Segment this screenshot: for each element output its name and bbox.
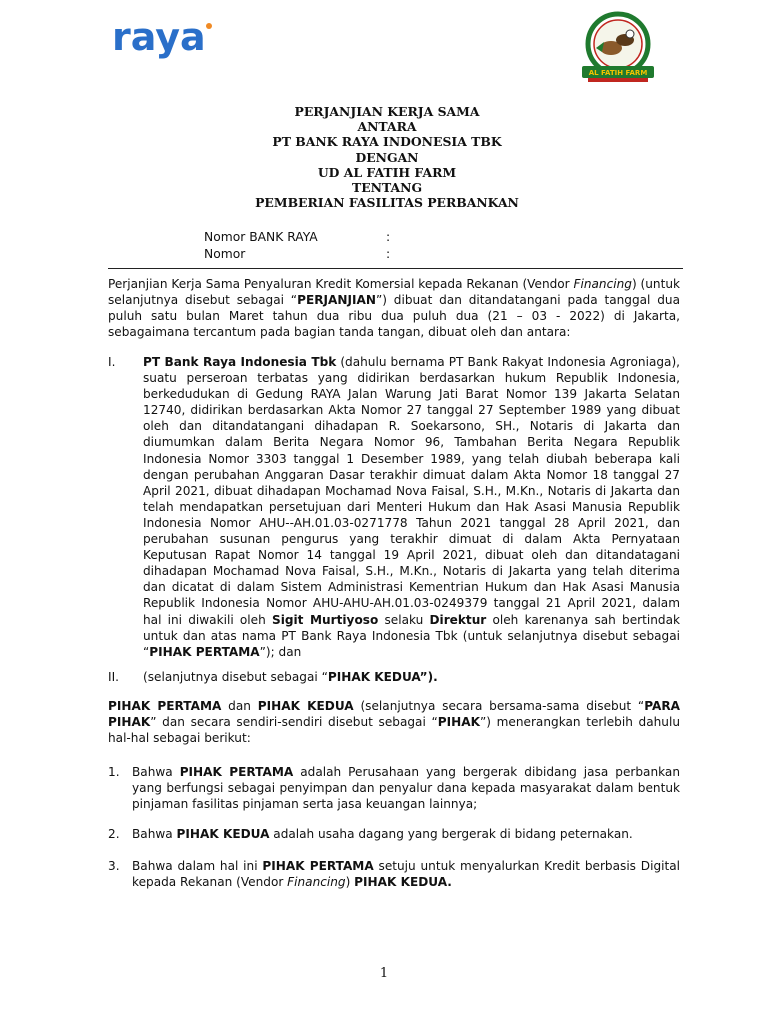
- text-run: ”) dibuat dan ditandatangani pada tanggal dua puluh satu bulan Maret tahun dua ribu dua puluh dua (21 – 03 - 2022) di Jakarta, sebagaimana tercantum pada bagian tanda tangan, dibuat oleh dan antara:: [108, 293, 680, 340]
- italic-run: Financing: [287, 875, 346, 890]
- title-line: DENGAN: [355, 149, 419, 165]
- nomor-label: Nomor: [204, 247, 246, 261]
- nomor-row: [204, 246, 390, 263]
- list-number: 3.: [108, 859, 120, 873]
- raya-logo-text: raya: [112, 15, 206, 59]
- recital-text: [132, 764, 680, 812]
- list-number: 2.: [108, 827, 120, 841]
- text-run: Bahwa: [132, 827, 177, 841]
- bold-run: PIHAK KEDUA: [176, 827, 270, 841]
- text-run: Bahwa dalam hal ini: [132, 859, 263, 873]
- nomor-separator: :: [386, 230, 391, 244]
- intro-paragraph: [108, 276, 680, 340]
- title-line: UD AL FATIH FARM: [317, 164, 457, 180]
- text-run: (selanjutnya secara bersama-sama disebut “: [353, 699, 645, 713]
- party-two: [108, 669, 680, 685]
- nomor-row: [204, 229, 390, 246]
- title-line: PEMBERIAN FASILITAS PERBANKAN: [255, 195, 519, 211]
- document-title: [0, 104, 768, 210]
- recital-item: [108, 764, 680, 812]
- bold-run: PARA PIHAK: [108, 699, 680, 730]
- text-run: ) (untuk selanjutnya disebut sebagai “: [108, 277, 680, 308]
- party-two-text: [143, 669, 680, 685]
- bold-run: Direktur: [429, 612, 487, 627]
- bold-run: ”).: [419, 670, 438, 684]
- recital-text: [132, 858, 680, 890]
- text-run: (selanjutnya disebut sebagai “: [143, 670, 328, 684]
- bank-raya-logo: [112, 14, 222, 64]
- text-run: selaku: [378, 612, 430, 627]
- horizontal-divider: [108, 268, 683, 269]
- farm-logo-text: AL FATIH FARM: [588, 69, 648, 77]
- bold-run: PIHAK KEDUA.: [354, 875, 452, 890]
- text-run: setuju untuk menyalurkan Kredit berbasis Digital kepada Rekanan (Vendor: [132, 859, 681, 890]
- title-line: ANTARA: [357, 119, 417, 135]
- nomor-bank-raya-label: Nomor BANK RAYA: [204, 230, 318, 244]
- page-number: 1: [379, 966, 389, 981]
- para-pihak-paragraph: [108, 698, 680, 746]
- text-run: ” dan secara sendiri-sendiri disebut sebagai “: [150, 715, 438, 730]
- recital-item: [108, 826, 680, 842]
- text-run: ): [345, 875, 355, 890]
- text-run: adalah Perusahaan yang bergerak dibidang jasa perbankan yang berfungsi sebagai penyimpan dan penyalur dana kepada masyarakat dalam bentuk pinjaman fasilitas pinjaman serta jasa keuangan lainnya;: [132, 765, 680, 812]
- text-run: ”) menerangkan terlebih dahulu hal-hal sebagai berikut:: [108, 715, 680, 746]
- bold-run: PIHAK PERTAMA: [149, 644, 260, 659]
- title-line: TENTANG: [351, 180, 423, 196]
- bold-run: PIHAK KEDUA: [327, 670, 420, 684]
- bold-run: PIHAK: [437, 715, 480, 730]
- list-number: II.: [108, 670, 119, 684]
- title-line: PERJANJIAN KERJA SAMA: [294, 104, 480, 119]
- al-fatih-farm-logo: [578, 10, 658, 86]
- text-run: ”); dan: [259, 644, 302, 659]
- nomor-separator: :: [386, 247, 391, 261]
- nomor-block: [204, 229, 390, 263]
- text-run: Bahwa: [132, 765, 180, 779]
- party-one-text: [143, 354, 680, 660]
- party-one: [108, 354, 680, 660]
- text-run: oleh karenanya sah bertindak untuk dan atas nama PT Bank Raya Indonesia Tbk (untuk selanjutnya disebut sebagai “: [143, 612, 680, 659]
- text-run: dan: [221, 699, 258, 713]
- list-number: 1.: [108, 765, 120, 779]
- recital-text: [132, 826, 680, 842]
- italic-run: Financing: [573, 277, 632, 291]
- list-number: I.: [108, 355, 116, 369]
- title-line: PT BANK RAYA INDONESIA TBK: [272, 134, 502, 150]
- bold-run: PIHAK PERTAMA: [262, 859, 374, 873]
- text-run: Perjanjian Kerja Sama Penyaluran Kredit Komersial kepada Rekanan (Vendor: [108, 277, 574, 291]
- bold-run: PERJANJIAN: [297, 293, 376, 308]
- bold-run: PIHAK KEDUA: [257, 699, 354, 713]
- recital-item: [108, 858, 680, 890]
- text-run: (dahulu bernama PT Bank Rakyat Indonesia Agroniaga), suatu perseroan terbatas yang didirikan berdasarkan hukum Republik Indonesia, berkedudukan di Gedung RAYA Jalan Warung Jati Barat Nomor 139 Jakarta Selatan 12740, didirikan berdasarkan Akta Nomor 27 tanggal 27 September 1989 yang dibuat oleh dan ditandatangani dihadapan R. Soekarsono, SH., Notaris di Jakarta dan diumumkan dalam Berita Negara Nomor 96, Tambahan Berita Negara Republik Indonesia Nomor 3303 tanggal 1 Desember 1989, yang telah diubah beberapa kali dengan perubahan Anggaran Dasar terakhir dimuat dalam Akta Nomor 18 tanggal 27 April 2021, dibuat dihadapan Mochamad Nova Faisal, S.H., M.Kn., Notaris di Jakarta dan telah mendapatkan persetujuan dari Menteri Hukum dan Hak Asasi Manusia Republik Indonesia Nomor AHU--AH.01.03-0271778 Tahun 2021 tanggal 28 April 2021, dan perubahan susunan pengurus yang terakhir dimuat di dalam Akta Pernyataan Keputusan Rapat Nomor 14 tanggal 19 April 2021, dibuat oleh dan ditandatagani dihadapan Mochamad Nova Faisal, S.H., M.Kn., Notaris di Jakarta yang telah diterima dan dicatat di dalam Sistem Administrasi Kementrian Hukum dan Hak Asasi Manusia Republik Indonesia Nomor AHU-AHU-AH.01.03-0249379 tanggal 21 April 2021, dalam hal ini diwakili oleh: [143, 355, 681, 627]
- bold-run: Sigit Murtiyoso: [272, 612, 379, 627]
- bold-run: PT Bank Raya Indonesia Tbk: [143, 355, 337, 369]
- text-run: adalah usaha dagang yang bergerak di bidang peternakan.: [269, 827, 633, 841]
- bold-run: PIHAK PERTAMA: [108, 699, 222, 713]
- bold-run: PIHAK PERTAMA: [179, 765, 294, 779]
